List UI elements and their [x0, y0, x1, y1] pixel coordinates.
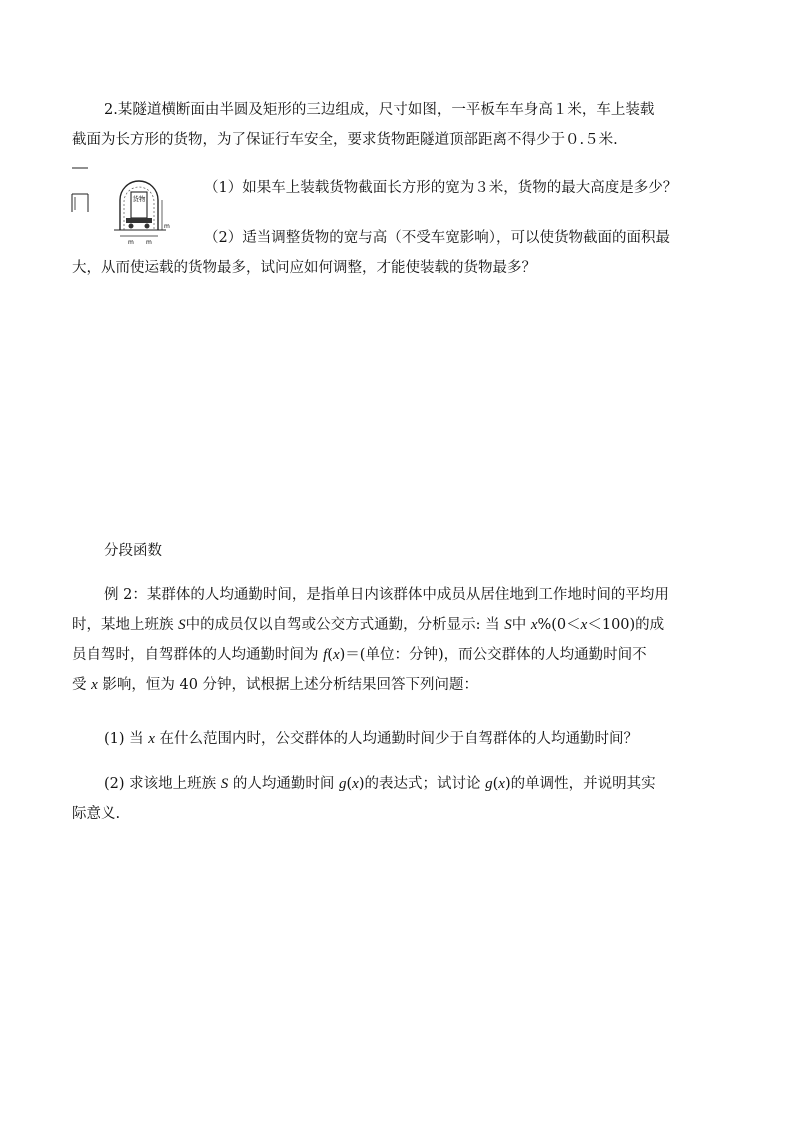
problem2-q2-line1: （2）适当调整货物的宽与高（不受车宽影响），可以使货物截面的面积最	[204, 230, 670, 246]
unit-label-c: m	[164, 223, 170, 230]
cargo-label: 货物	[132, 195, 146, 203]
problem2-q2-line2: 大，从而使运载的货物最多，试问应如何调整，才能使装载的货物最多？	[72, 260, 536, 276]
unit-label-b: m	[146, 239, 152, 246]
problem2-line2: 截面为长方形的货物，为了保证行车安全，要求货物距隧道顶部距离不得少于０.５米.	[72, 132, 618, 148]
example2-line4: 受 x 影响，恒为 40 分钟，试根据上述分析结果回答下列问题：	[72, 677, 479, 693]
section-title: 分段函数	[104, 543, 162, 559]
example2-q2-line1: (2) 求该地上班族 S 的人均通勤时间 g(x)的表达式；试讨论 g(x)的单调性，并说明其实	[104, 776, 656, 792]
example2-q2-line2: 际意义.	[72, 806, 121, 822]
example2-line1: 例 2：某群体的人均通勤时间，是指单日内该群体中成员从居住地到工作地时间的平均用	[104, 587, 669, 603]
problem2-q1: （1）如果车上装载货物截面长方形的宽为３米，货物的最大高度是多少？	[204, 180, 678, 196]
unit-label-a: m	[128, 239, 134, 246]
example2-q1: (1) 当 x 在什么范围内时，公交群体的人均通勤时间少于自驾群体的人均通勤时间？	[104, 731, 639, 747]
tunnel-figure	[68, 166, 172, 246]
problem2-line1: 2.某隧道横断面由半圆及矩形的三边组成，尺寸如图，一平板车车身高１米，车上装载	[104, 102, 655, 118]
example2-line2: 时，某地上班族 S中的成员仅以自驾或公交方式通勤，分析显示: 当 S中 x%(0＜x＜100)的成	[72, 617, 665, 633]
example2-line3: 员自驾时，自驾群体的人均通勤时间为 f(x)＝(单位：分钟)，而公交群体的人均通勤时间不	[72, 647, 647, 663]
